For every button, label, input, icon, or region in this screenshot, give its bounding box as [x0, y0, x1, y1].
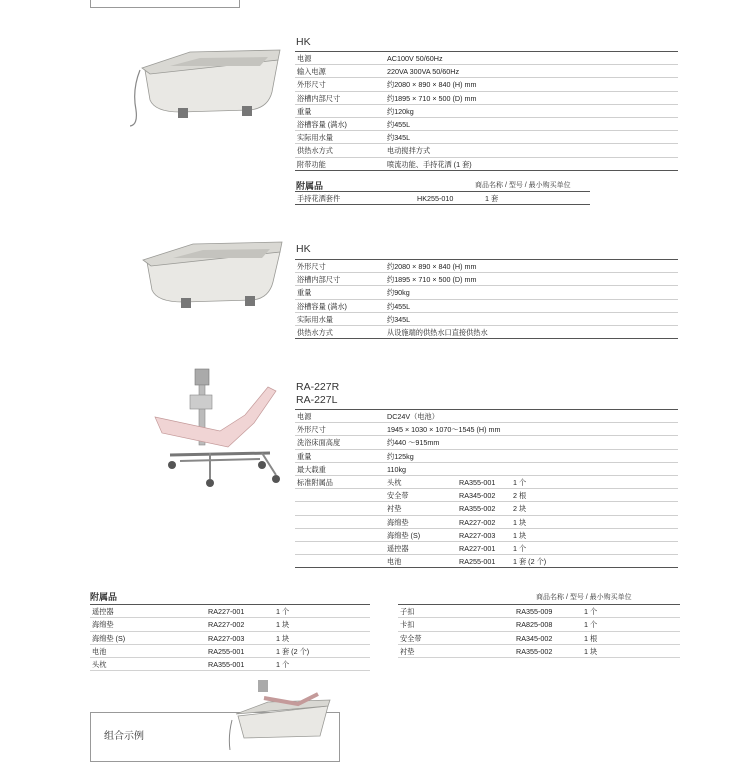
accessory-name: 卡扣	[400, 620, 415, 630]
table-row	[295, 131, 678, 144]
spec-value: DC24V（电池）	[387, 412, 439, 421]
std-item-name: 海绵垫 (S)	[387, 530, 421, 540]
std-item-unit: 1 块	[513, 517, 527, 527]
table-row	[295, 529, 678, 542]
section2-spec-table	[295, 259, 678, 339]
table-row	[295, 502, 678, 515]
spec-label: 供热水方式	[297, 327, 333, 337]
table-row	[295, 450, 678, 463]
std-item-name: 遥控器	[387, 543, 409, 553]
accessories-right-table	[398, 604, 680, 658]
table-row	[295, 158, 678, 171]
accessory-name: 手持花洒套件	[297, 194, 341, 203]
accessory-unit: 1 个	[276, 607, 290, 616]
accessory-code: RA227-002	[208, 620, 245, 630]
accessory-code: RA355-002	[516, 646, 553, 656]
spec-label: 供热水方式	[297, 146, 333, 156]
spec-label: 外形尺寸	[297, 262, 326, 271]
accessories-header: 商品名称 / 型号 / 最小购买单位	[536, 594, 632, 601]
bathtub-image-1	[130, 30, 290, 130]
table-row	[295, 105, 678, 118]
accessory-name: 海绵垫	[92, 620, 114, 630]
spec-value: 约125kg	[387, 451, 414, 461]
table-row	[295, 286, 678, 299]
table-row	[295, 423, 678, 436]
section1-accessory-header: 商品名称 / 型号 / 最小购买单位	[475, 182, 571, 189]
spec-label: 电源	[297, 54, 312, 63]
table-row	[90, 632, 370, 645]
accessory-name: 子扣	[400, 607, 415, 616]
table-row	[295, 192, 590, 205]
spec-value: 约455L	[387, 119, 411, 129]
accessory-name: 海绵垫 (S)	[92, 633, 126, 643]
accessory-unit: 1 块	[584, 646, 598, 656]
table-row	[295, 300, 678, 313]
std-item-unit: 2 根	[513, 491, 527, 501]
spec-value: 约345L	[387, 314, 411, 324]
spec-label: 浴槽内部尺寸	[297, 275, 341, 285]
accessories-title: 附属品	[90, 592, 118, 602]
section2-model: HK	[296, 243, 311, 255]
table-row	[295, 555, 678, 568]
spec-label: 重量	[297, 106, 312, 116]
accessory-unit: 1 套 (2 个)	[276, 646, 310, 656]
spec-label: 电源	[297, 412, 312, 421]
top-frame	[90, 0, 240, 8]
section1-model: HK	[296, 36, 311, 48]
accessory-name: 安全带	[400, 633, 422, 643]
spec-label: 重量	[297, 451, 312, 461]
table-row	[295, 92, 678, 105]
std-item-unit: 1 套 (2 个)	[513, 557, 547, 567]
combo-image	[228, 676, 338, 750]
spec-label: 实际用水量	[297, 133, 333, 143]
std-item-unit: 1 个	[513, 477, 527, 487]
accessory-code: RA227-003	[208, 633, 245, 643]
table-row	[90, 658, 370, 671]
table-row	[295, 463, 678, 476]
table-row	[90, 618, 370, 631]
accessory-code: RA255-001	[208, 646, 245, 656]
std-item-code: RA255-001	[459, 557, 496, 567]
std-item-name: 安全带	[387, 491, 409, 501]
accessory-name: 头枕	[92, 660, 107, 670]
table-row	[295, 516, 678, 529]
table-row	[295, 144, 678, 157]
table-row	[295, 436, 678, 449]
table-row	[295, 489, 678, 502]
accessory-unit: 1 根	[584, 633, 598, 643]
std-item-code: RA355-001	[459, 477, 496, 487]
std-item-name: 衬垫	[387, 504, 402, 514]
spec-value: 约2080 × 890 × 840 (H) mm	[387, 262, 477, 271]
spec-label: 浴槽容量 (满水)	[297, 119, 347, 129]
accessory-unit: 1 套	[485, 194, 499, 203]
std-item-code: RA355-002	[459, 504, 496, 514]
table-row	[295, 326, 678, 339]
spec-value: 从设施端的供热水口直接供热水	[387, 327, 488, 337]
spec-label: 外形尺寸	[297, 425, 326, 435]
accessory-code: RA345-002	[516, 633, 553, 643]
spec-value: 电动搅拌方式	[387, 146, 431, 156]
spec-value: 约455L	[387, 301, 411, 311]
accessory-code: RA227-001	[208, 607, 245, 616]
spec-label: 重量	[297, 288, 312, 298]
table-row	[295, 65, 678, 78]
std-item-name: 头枕	[387, 477, 402, 487]
section3-spec-table	[295, 409, 678, 568]
spec-value: 约90kg	[387, 288, 410, 298]
spec-value: 220VA 300VA 50/60Hz	[387, 67, 460, 77]
spec-label: 浴槽容量 (满水)	[297, 301, 347, 311]
shower-bed-image	[150, 365, 290, 495]
section1-spec-table	[295, 51, 678, 171]
section3-model-l: RA-227L	[296, 394, 338, 406]
spec-value: 喷流功能、手持花洒 (1 套)	[387, 159, 472, 169]
spec-value: 约1895 × 710 × 500 (D) mm	[387, 93, 477, 103]
table-row	[295, 476, 678, 489]
std-item-unit: 2 块	[513, 504, 527, 514]
table-row	[90, 645, 370, 658]
spec-label: 外形尺寸	[297, 80, 326, 90]
table-row	[295, 260, 678, 273]
table-row	[398, 605, 680, 618]
std-item-code: RA227-002	[459, 517, 496, 527]
accessory-unit: 1 个	[276, 660, 290, 670]
accessory-unit: 1 个	[584, 620, 598, 630]
accessory-code: RA355-009	[516, 607, 553, 616]
spec-label: 实际用水量	[297, 314, 333, 324]
std-accessory-label: 标准附属品	[297, 477, 333, 487]
table-row	[295, 52, 678, 65]
accessory-unit: 1 个	[584, 607, 598, 616]
section3-model-r: RA-227R	[296, 381, 340, 393]
spec-value: 约1895 × 710 × 500 (D) mm	[387, 275, 477, 285]
table-row	[398, 632, 680, 645]
table-row	[295, 78, 678, 91]
accessory-unit: 1 块	[276, 633, 290, 643]
accessory-code: RA825-008	[516, 620, 553, 630]
spec-label: 输入电源	[297, 67, 326, 77]
std-item-name: 电池	[387, 557, 402, 567]
accessory-name: 电池	[92, 646, 107, 656]
section1-accessory-title: 附属品	[296, 181, 324, 191]
std-item-code: RA227-001	[459, 543, 496, 553]
spec-value: 约440 ～915mm	[387, 438, 440, 448]
table-row	[90, 605, 370, 618]
spec-label: 附带功能	[297, 159, 326, 169]
table-row	[295, 118, 678, 131]
spec-value: AC100V 50/60Hz	[387, 54, 443, 63]
accessory-name: 遥控器	[92, 607, 114, 616]
table-row	[398, 645, 680, 658]
spec-label: 浴槽内部尺寸	[297, 93, 341, 103]
accessory-name: 衬垫	[400, 646, 415, 656]
spec-label: 最大载重	[297, 464, 326, 474]
accessories-left-table	[90, 604, 370, 671]
accessory-code: RA355-001	[208, 660, 245, 670]
spec-value: 约120kg	[387, 106, 414, 116]
spec-value: 110kg	[387, 464, 407, 474]
std-item-name: 海绵垫	[387, 517, 409, 527]
std-item-unit: 1 块	[513, 530, 527, 540]
spec-value: 约2080 × 890 × 840 (H) mm	[387, 80, 477, 90]
bathtub-image-2	[135, 226, 290, 316]
table-row	[398, 618, 680, 631]
accessory-unit: 1 块	[276, 620, 290, 630]
table-row	[295, 542, 678, 555]
std-item-unit: 1 个	[513, 543, 527, 553]
accessory-code: HK255-010	[417, 194, 454, 203]
spec-value: 约345L	[387, 133, 411, 143]
table-row	[295, 410, 678, 423]
section1-accessory-table	[295, 191, 590, 205]
table-row	[295, 273, 678, 286]
std-item-code: RA227-003	[459, 530, 496, 540]
combo-label: 组合示例	[104, 731, 144, 742]
std-item-code: RA345-002	[459, 491, 496, 501]
table-row	[295, 313, 678, 326]
spec-label: 洗浴床面高度	[297, 438, 341, 448]
spec-value: 1945 × 1030 × 1070～1545 (H) mm	[387, 425, 501, 435]
